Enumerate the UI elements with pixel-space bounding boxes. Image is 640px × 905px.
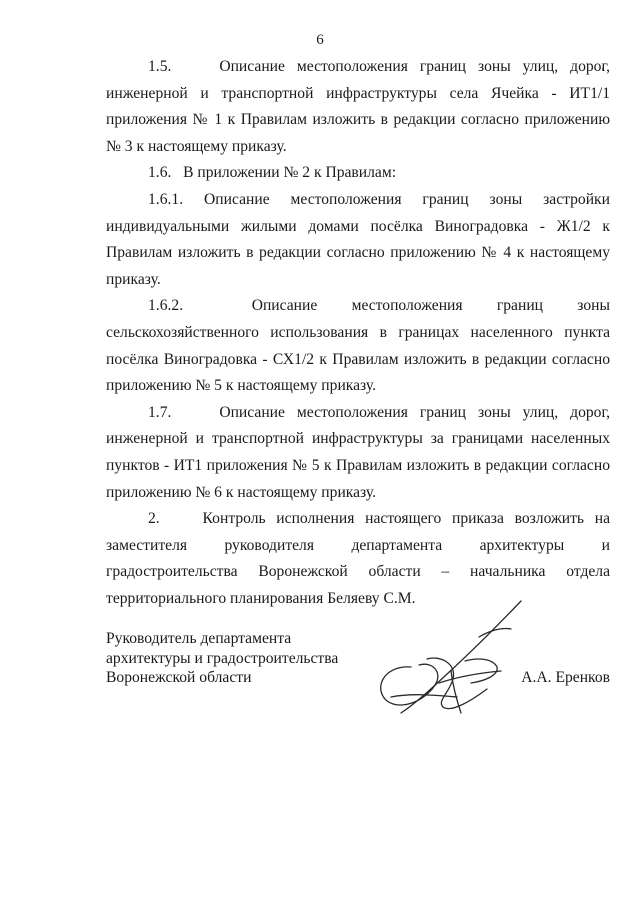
signature-block [106, 629, 610, 729]
signer-name: А.А. Еренков [521, 669, 610, 686]
paragraph-number: 1.6.2. [148, 297, 184, 315]
paragraph-1-5 [106, 54, 610, 160]
paragraph-1-6-2 [106, 293, 610, 399]
paragraph-text: Описание местоположения границ зоны сельскохозяйственного использования в границах населенного пункта посёлка Виноградовка - СХ1/2 к Правилам изложить в редакции согласно приложению № 5 к настоящему приказу. [106, 297, 610, 395]
signer-position-line: Воронежской области [106, 669, 252, 686]
paragraph-number: 1.6.1. [148, 190, 184, 208]
paragraph-text: Описание местоположения границ зоны улиц, дорог, инженерной и транспортной инфраструктуры за границами населенных пунктов - ИТ1 приложения № 5 к Правилам изложить в редакции согласно приложению № 6 к настоящему приказу. [106, 403, 611, 501]
page-number: 6 [316, 32, 324, 48]
signer-position-line: архитектуры и градостроительства [106, 649, 339, 667]
paragraph-text: Описание местоположения границ зоны застройки индивидуальными жилыми домами посёлка Виноградовка - Ж1/2 к Правилам изложить в редакции согласно приложению № 4 к настоящему приказу. [106, 190, 610, 288]
paragraph-number: 1.5. [148, 58, 172, 75]
paragraph-number: 2. [148, 510, 160, 528]
signer-position [106, 629, 338, 688]
paragraph-text: В приложении № 2 к Правилам: [183, 164, 397, 182]
paragraph-text: Контроль исполнения настоящего приказа возложить на заместителя руководителя департамента архитектуры и градостроительства Воронежской области – начальника отдела территориального планирования Беляеву С.М. [106, 510, 611, 607]
order-body [106, 54, 610, 612]
paragraph-text: Описание местоположения границ зоны улиц, дорог, инженерной и транспортной инфраструктуры села Ячейка - ИТ1/1 приложения № 1 к Правилам изложить в редакции согласно приложению № 3 к настоящему приказу. [106, 58, 611, 155]
handwritten-signature [361, 597, 536, 722]
paragraph-1-6-1 [106, 187, 610, 293]
paragraph-number: 1.6. [148, 164, 172, 182]
paragraph-1-6 [106, 160, 610, 187]
paragraph-1-7 [106, 400, 610, 506]
paragraph-number: 1.7. [148, 403, 172, 421]
signer-position-line: Руководитель департамента [106, 630, 292, 647]
